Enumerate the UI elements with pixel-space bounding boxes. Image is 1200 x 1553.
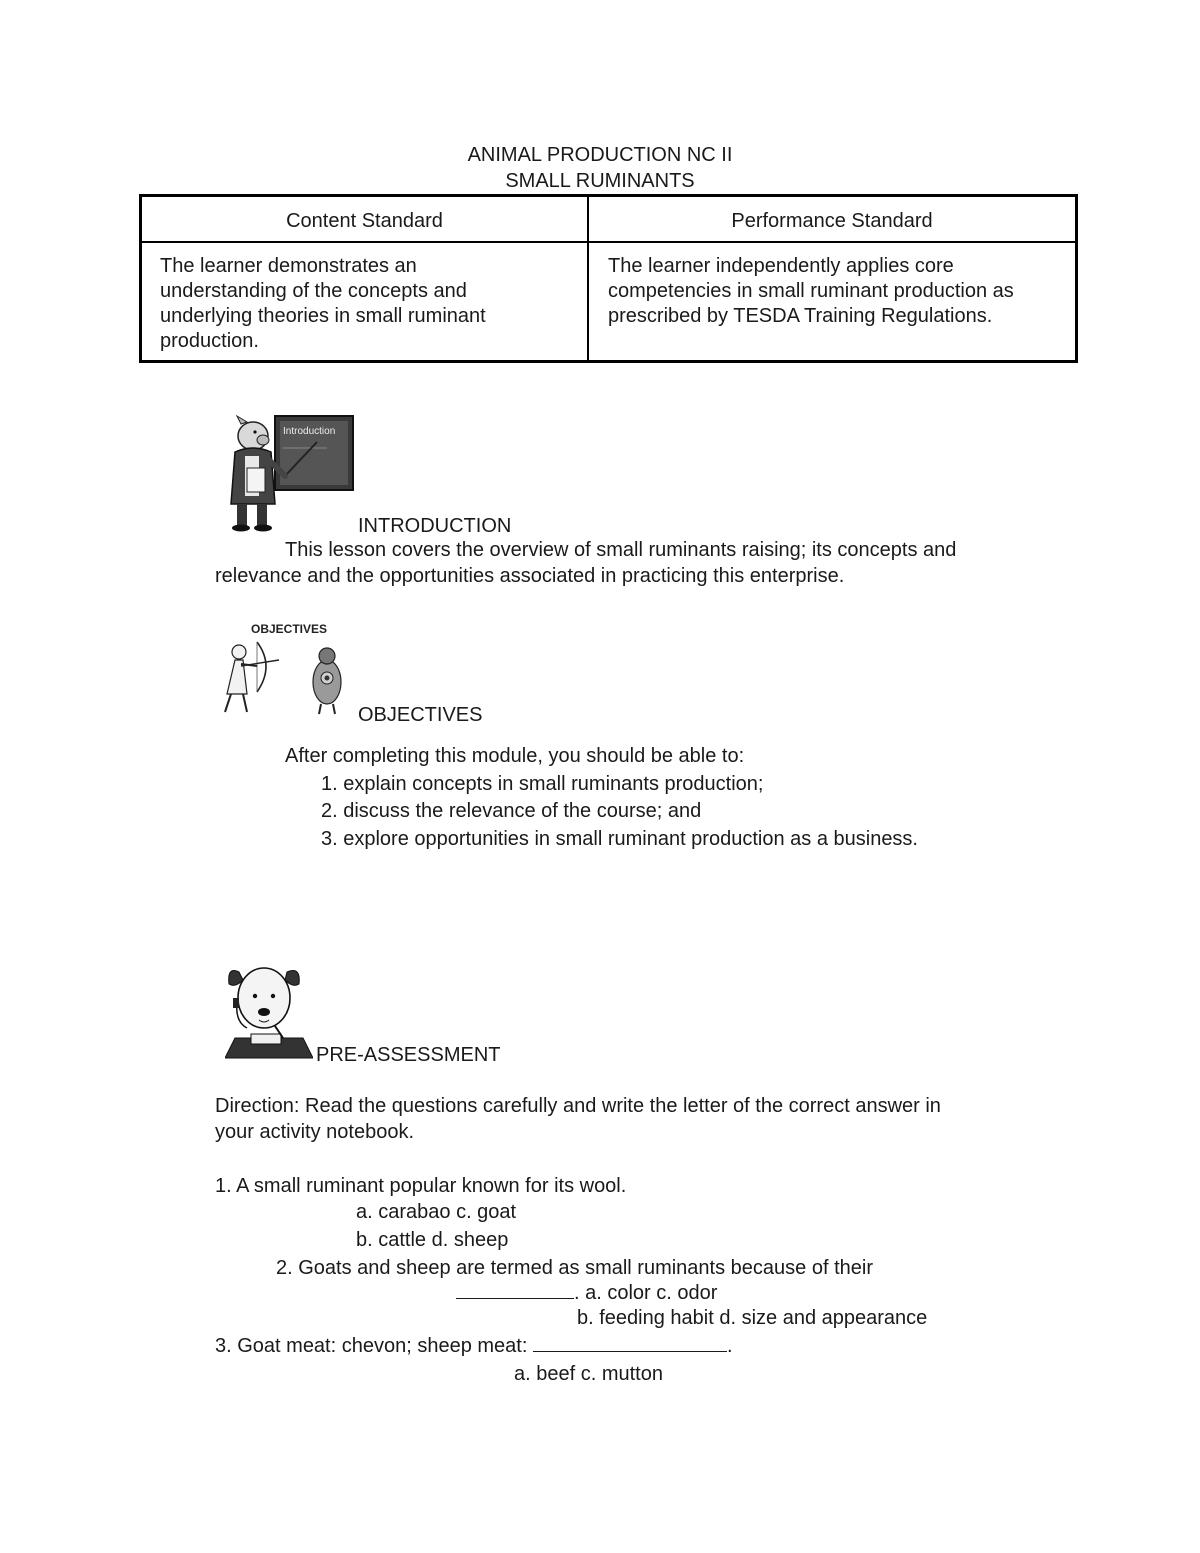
objective-item: 2. discuss the relevance of the course; and	[321, 800, 702, 822]
objectives-illustration	[217, 616, 357, 720]
pre-assessment-heading: PRE-ASSESSMENT	[316, 1044, 501, 1066]
question-3-row	[215, 1333, 733, 1359]
question-3-choices-line1: a. beef c. mutton	[514, 1363, 663, 1385]
cell-performance-standard: The learner independently applies core competencies in small ruminant production as prescribed by TESDA Training Regulations.	[608, 255, 1014, 327]
introduction-text-line1: This lesson covers the overview of small ruminants raising; its concepts and	[285, 539, 957, 561]
target-character-icon	[313, 648, 341, 714]
objective-item: 1. explain concepts in small ruminants production;	[321, 773, 764, 795]
header-performance-standard: Performance Standard	[731, 210, 933, 232]
question-1: 1. A small ruminant popular known for its wool.	[215, 1175, 627, 1197]
dog-student-icon	[229, 968, 300, 1028]
introduction-text-line2: relevance and the opportunities associated in practicing this enterprise.	[215, 565, 845, 587]
direction-line1: Direction: Read the questions carefully and write the letter of the correct answer in	[215, 1095, 941, 1117]
introduction-illustration	[217, 414, 357, 532]
table-divider-horizontal	[142, 241, 1075, 243]
question-3-end: .	[726, 1335, 733, 1357]
question-1-choices-line2: b. cattle d. sheep	[356, 1229, 509, 1251]
introduction-heading: INTRODUCTION	[358, 515, 512, 537]
desk-icon	[225, 1026, 313, 1058]
question-1-choices-line1: a. carabao c. goat	[356, 1201, 517, 1223]
question-3: 3. Goat meat: chevon; sheep meat:	[215, 1335, 528, 1357]
answer-blank	[456, 1280, 574, 1299]
question-2-choices-line1: . a. color c. odor	[574, 1282, 718, 1304]
document-subtitle: SMALL RUMINANTS	[505, 170, 695, 192]
question-2: 2. Goats and sheep are termed as small ruminants because of their	[276, 1257, 873, 1279]
archer-icon	[225, 642, 279, 712]
direction-line2: your activity notebook.	[215, 1121, 414, 1143]
objectives-image-label: OBJECTIVES	[251, 622, 328, 636]
chalkboard-icon	[275, 416, 353, 490]
objectives-lead: After completing this module, you should be able to:	[285, 745, 745, 767]
question-2-blank-row	[456, 1280, 717, 1306]
cell-content-standard: The learner demonstrates an understanding of the concepts and underlying theories in small ruminant production.	[160, 255, 486, 352]
pre-assessment-illustration	[225, 962, 313, 1062]
standards-table	[139, 194, 1078, 363]
board-label: Introduction	[283, 426, 336, 437]
document-title: ANIMAL PRODUCTION NC II	[467, 144, 733, 166]
answer-blank	[533, 1333, 727, 1352]
objective-item: 3. explore opportunities in small ruminant production as a business.	[321, 828, 918, 850]
header-content-standard: Content Standard	[286, 210, 443, 232]
objectives-heading: OBJECTIVES	[358, 704, 483, 726]
question-2-choices-line2: b. feeding habit d. size and appearance	[577, 1307, 928, 1329]
